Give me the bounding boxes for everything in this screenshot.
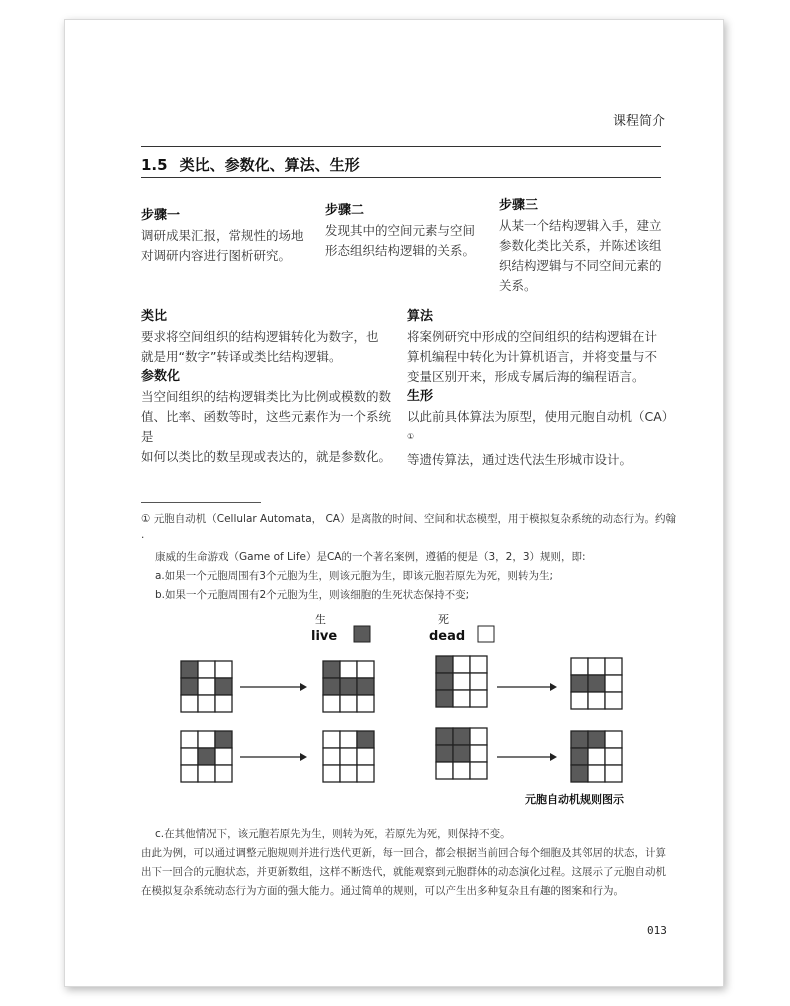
dead-cell [470, 690, 487, 707]
body-paragraphs [141, 825, 701, 901]
dead-cell [340, 661, 357, 678]
automaton-grid [181, 731, 232, 782]
arrow-group [240, 683, 557, 761]
figure-caption: 元胞自动机规则图示 [525, 793, 624, 806]
dead-cell [357, 748, 374, 765]
live-cell [436, 656, 453, 673]
paragraph-line: c.在其他情况下，该元胞若原先为生，则转为死，若原先为死，则保持不变。 [155, 828, 511, 840]
algorithm-title: 算法 [407, 309, 434, 324]
live-cell [181, 678, 198, 695]
footnote-ref[interactable]: ① [407, 432, 415, 441]
dead-cell [571, 692, 588, 709]
dead-cell [605, 731, 622, 748]
dead-cell [470, 745, 487, 762]
live-cell [340, 678, 357, 695]
arrow-head-icon [300, 683, 307, 691]
dead-cell [588, 692, 605, 709]
paragraph-line: 出下一回合的元胞状态，并更新数组，这样不断迭代，就能观察到元胞群体的动态演化过程。这展示了元胞自动机 [141, 866, 666, 878]
section-heading [141, 154, 360, 175]
algorithm-line: 算机编程中转化为计算机语言，并将变量与不 [407, 349, 658, 364]
dead-cell [215, 748, 232, 765]
live-cell [453, 745, 470, 762]
footnote [141, 510, 681, 605]
dead-cell [181, 765, 198, 782]
legend-live-cn: 生 [315, 613, 326, 626]
step-three-line: 关系。 [499, 278, 537, 293]
analogy-line: 就是用“数字”转译或类比结构逻辑。 [141, 349, 342, 364]
paragraph-line: 由此为例，可以通过调整元胞规则并进行迭代更新，每一回合，都会根据当前回合每个细胞及其邻居的状态，计算 [141, 847, 666, 859]
legend-dead-en: dead [429, 629, 466, 644]
legend-dead-cn: 死 [438, 613, 449, 626]
page-number: 013 [647, 924, 667, 937]
live-cell [215, 678, 232, 695]
live-cell [181, 661, 198, 678]
legend-dead-swatch [478, 626, 494, 642]
analogy-line: 要求将空间组织的结构逻辑转化为数字，也 [141, 329, 379, 344]
dead-cell [470, 656, 487, 673]
footnote-line: 康威的生命游戏（Game of Life）是CA的一个著名案例，遵循的便是（3，2，3）规则，即: [155, 551, 586, 563]
arrow-head-icon [550, 683, 557, 691]
dead-cell [588, 658, 605, 675]
live-cell [571, 675, 588, 692]
dead-cell [470, 673, 487, 690]
live-cell [436, 728, 453, 745]
dead-cell [340, 765, 357, 782]
live-cell [357, 678, 374, 695]
dead-cell [605, 692, 622, 709]
step-three-line: 织结构逻辑与不同空间元素的 [499, 258, 662, 273]
legend-live-en: live [311, 629, 338, 644]
parametric-line: 当空间组织的结构逻辑类比为比例或模数的数 [141, 389, 392, 404]
step-three-title: 步骤三 [499, 198, 539, 213]
section-title: 类比、参数化、算法、生形 [179, 156, 360, 174]
live-cell [571, 765, 588, 782]
automaton-grid [571, 658, 622, 709]
live-cell [571, 748, 588, 765]
dead-cell [453, 656, 470, 673]
step-one [141, 206, 311, 266]
dead-cell [198, 765, 215, 782]
dead-cell [453, 762, 470, 779]
live-cell [323, 678, 340, 695]
dead-cell [323, 695, 340, 712]
step-three-line: 从某一个结构逻辑入手，建立 [499, 218, 662, 233]
dead-cell [215, 765, 232, 782]
footnote-line: a.如果一个元胞周围有3个元胞为生，则该元胞为生，即该元胞若原先为死，则转为生; [155, 570, 553, 582]
generation-title: 生形 [407, 389, 434, 404]
analogy-title: 类比 [141, 309, 168, 324]
dead-cell [357, 765, 374, 782]
step-one-line: 对调研内容进行图析研究。 [141, 248, 292, 263]
live-cell [198, 748, 215, 765]
dead-cell [453, 673, 470, 690]
dead-cell [357, 695, 374, 712]
footnote-line: b.如果一个元胞周围有2个元胞为生，则该细胞的生死状态保持不变; [155, 589, 470, 601]
dead-cell [181, 695, 198, 712]
arrow-head-icon [550, 753, 557, 761]
dead-cell [323, 731, 340, 748]
step-three [499, 196, 679, 296]
automaton-grid [436, 656, 487, 707]
dead-cell [198, 661, 215, 678]
section-top-rule [141, 146, 661, 147]
dead-cell [571, 658, 588, 675]
live-cell [436, 690, 453, 707]
step-one-line: 调研成果汇报，常规性的场地 [141, 228, 304, 243]
step-two-title: 步骤二 [325, 203, 365, 218]
dead-cell [215, 695, 232, 712]
section-bottom-rule [141, 177, 661, 178]
step-one-title: 步骤一 [141, 208, 181, 223]
dead-cell [323, 765, 340, 782]
dead-cell [588, 765, 605, 782]
parametric-line: 如何以类比的数呈现或表达的，就是参数化。 [141, 449, 392, 464]
parametric-line: 值、比率、函数等时，这些元素作为一个系统是 [141, 409, 392, 444]
algorithm-line: 变量区别开来，形成专属后海的编程语言。 [407, 369, 645, 384]
footnote-rule [141, 502, 261, 503]
dead-cell [181, 748, 198, 765]
live-cell [588, 675, 605, 692]
dead-cell [198, 695, 215, 712]
section-number: 1.5 [141, 156, 168, 174]
live-cell [357, 731, 374, 748]
arrow-head-icon [300, 753, 307, 761]
dead-cell [470, 728, 487, 745]
automaton-grid [436, 728, 487, 779]
live-cell [571, 731, 588, 748]
live-cell [436, 673, 453, 690]
generation-line-text: 以此前具体算法为原型，使用元胞自动机（CA） [407, 409, 675, 424]
dead-cell [436, 762, 453, 779]
dead-cell [215, 661, 232, 678]
dead-cell [470, 762, 487, 779]
automaton-grid [323, 661, 374, 712]
grid-group [181, 656, 622, 782]
paragraph-line: 在模拟复杂系统动态行为方面的强大能力。通过简单的规则，可以产生出多种复杂且有趣的图案和行为。 [141, 885, 624, 897]
dead-cell [605, 748, 622, 765]
dead-cell [588, 748, 605, 765]
step-two-line: 发现其中的空间元素与空间 [325, 223, 476, 238]
dead-cell [340, 748, 357, 765]
generation-line [407, 407, 677, 450]
live-cell [215, 731, 232, 748]
generation-line: 等遗传算法，通过迭代法生形城市设计。 [407, 452, 633, 468]
dead-cell [340, 695, 357, 712]
legend-live-swatch [354, 626, 370, 642]
step-three-line: 参数化类比关系，并陈述该组 [499, 238, 662, 253]
step-two [325, 201, 495, 261]
dead-cell [198, 731, 215, 748]
dead-cell [605, 658, 622, 675]
concepts-right [407, 307, 677, 470]
dead-cell [605, 765, 622, 782]
parametric-title: 参数化 [141, 369, 181, 384]
dead-cell [605, 675, 622, 692]
dead-cell [181, 731, 198, 748]
algorithm-line: 将案例研究中形成的空间组织的结构逻辑在计 [407, 329, 658, 344]
automaton-grid [571, 731, 622, 782]
footnote-line: ① 元胞自动机（Cellular Automata， CA）是离散的时间、空间和状态模型，用于模拟复杂系统的动态行为。约翰 · [141, 513, 676, 544]
live-cell [588, 731, 605, 748]
book-page [64, 19, 724, 987]
dead-cell [198, 678, 215, 695]
automaton-grid [323, 731, 374, 782]
automaton-grid [181, 661, 232, 712]
dead-cell [323, 748, 340, 765]
concepts-left [141, 307, 403, 467]
dead-cell [340, 731, 357, 748]
step-two-line: 形态组织结构逻辑的关系。 [325, 243, 476, 258]
live-cell [436, 745, 453, 762]
live-cell [453, 728, 470, 745]
live-cell [323, 661, 340, 678]
running-header: 课程简介 [613, 114, 666, 129]
dead-cell [357, 661, 374, 678]
dead-cell [453, 690, 470, 707]
